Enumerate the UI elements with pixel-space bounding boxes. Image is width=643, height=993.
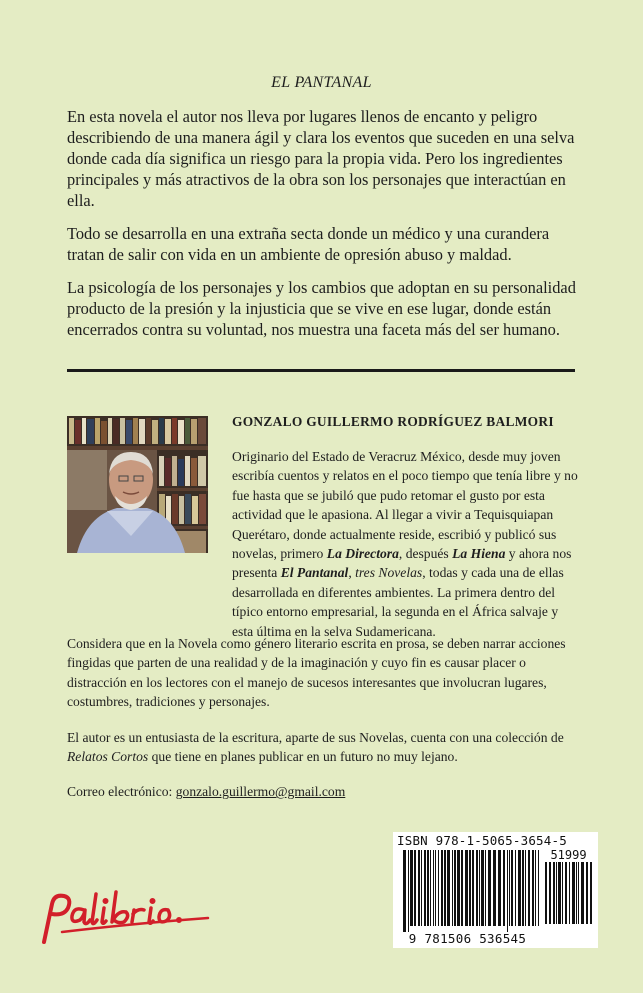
barcode-bar	[424, 850, 426, 926]
book-title-la-directora: La Directora	[326, 546, 399, 562]
author-bio-rest	[67, 634, 579, 818]
isbn-number: ISBN 978-1-5065-3654-5	[397, 833, 567, 848]
barcode-bar	[476, 850, 478, 926]
barcode-bar	[479, 850, 480, 926]
barcode-bar	[457, 850, 460, 926]
bio-text: ,	[348, 565, 356, 581]
barcode-bar	[452, 850, 453, 926]
author-name: GONZALO GUILLERMO RODRÍGUEZ BALMORI	[232, 414, 554, 429]
book-title: EL PANTANAL	[271, 74, 372, 91]
bio-text: El autor es un entusiasta de la escritura, aparte de sus Novelas, cuenta con una colección de	[67, 729, 564, 745]
publisher-logo	[38, 880, 218, 952]
synopsis-paragraph-1: En esta novela el autor nos lleva por lugares llenos de encanto y peligro describiendo de una manera ágil y clara los eventos que suceden en una selva donde cada día significa un riesgo para la propia vida. Pero los ingredientes principales y más atractivos de la obra son los personajes que interactúan en ella.	[67, 107, 575, 210]
barcode-bar	[590, 862, 592, 924]
barcode-bar	[488, 850, 491, 926]
author-bio-paragraph-3	[67, 728, 579, 767]
isbn-barcode	[393, 832, 598, 948]
book-title-la-hiena: La Hiena	[452, 546, 506, 562]
barcode-bar	[435, 850, 436, 926]
addon-barcode-bars	[545, 862, 593, 930]
barcode-bar	[525, 850, 526, 926]
barcode-bar	[414, 850, 416, 926]
author-bio-paragraph-1	[232, 447, 578, 641]
barcode-bar	[569, 862, 570, 924]
barcode-bar	[421, 850, 422, 926]
barcode-bar	[493, 850, 496, 926]
barcode-bar	[427, 850, 429, 926]
barcode-bar	[441, 850, 443, 926]
barcode-bar	[518, 850, 521, 926]
synopsis-paragraph-2: Todo se desarrolla en una extraña secta donde un médico y una curandera tratan de salir con vida en un ambiente de opresión abuso y maldad.	[67, 224, 550, 264]
author-photo	[67, 416, 208, 553]
bio-text: , después	[398, 546, 453, 562]
book-title-el-pantanal: El Pantanal	[280, 565, 349, 581]
barcode-bar	[447, 850, 450, 926]
barcode-bar	[444, 850, 446, 926]
synopsis-paragraph-3: La psicología de los personajes y los cambios que adoptan en su personalidad producto de la presión y la injusticia que se vive en ese lugar, donde están encerrados contra su voluntad, nos muestra una faceta más del ser humano.	[67, 278, 576, 339]
barcode-bar	[578, 862, 579, 924]
contact-line	[67, 782, 579, 801]
barcode-bar	[556, 862, 557, 924]
barcode-bar	[430, 850, 431, 926]
tres-novelas: tres Novelas	[355, 565, 423, 581]
barcode-bar	[454, 850, 456, 926]
barcode-bar	[481, 850, 484, 926]
barcode-bar	[562, 862, 563, 924]
barcode-bar	[532, 850, 534, 926]
ean-number: 9 781506 536545	[408, 931, 527, 946]
palibrio-logo-icon	[38, 880, 218, 952]
bio-text: Originario del Estado de Veracruz México, desde muy joven escribía cuentos y relatos en el poco tiempo que tenía libre y no fue hasta que se jubiló que pudo retomar el gusto por esta actividad que le apasiona. Al llegar a vivir a Tequisquiapan Querétaro, donde actualmente reside, escribió y publicó sus novelas, primero	[232, 449, 578, 562]
barcode-bar	[511, 850, 513, 926]
bio-text: , todas y cada una de ellas desarrollada en diferentes ambientes. La primera dentro del típico entorno empresarial, la segunda en el África salvaje y esta última en la selva Sudamericana.	[232, 565, 564, 639]
barcode-bar	[507, 850, 508, 932]
barcode-bar	[565, 862, 567, 924]
barcode-bar	[418, 850, 420, 926]
barcode-bar	[503, 850, 505, 926]
barcode-bar	[408, 850, 409, 932]
divider-rule	[67, 369, 575, 372]
author-bio-paragraph-2: Considera que en la Novela como género literario escrita en prosa, se deben narrar acciones fingidas que parten de una realidad y de la imaginación y cuyo fin es causar placer o distracción en los lectores con el manejo de sucesos interesantes que involucran lugares, costumbres, tradiciones y personajes.	[67, 636, 566, 710]
relatos-cortos: Relatos Cortos	[67, 749, 149, 765]
barcode-bar	[403, 850, 406, 932]
barcode-bar	[553, 862, 555, 924]
barcode-bar	[538, 850, 539, 926]
barcode-bar	[472, 850, 474, 926]
barcode-bar	[469, 850, 471, 926]
email-link[interactable]: gonzalo.guillermo@gmail.com	[175, 784, 346, 800]
barcode-bar	[509, 850, 510, 926]
barcode-bar	[485, 850, 486, 926]
ean-barcode-bars	[403, 850, 539, 932]
barcode-bar	[528, 850, 530, 926]
bio-text: que tiene en planes publicar en un futuro no muy lejano.	[148, 749, 458, 765]
synopsis	[67, 106, 581, 352]
barcode-bar	[572, 862, 575, 924]
barcode-bar	[498, 850, 501, 926]
barcode-bar	[549, 862, 551, 924]
barcode-bar	[522, 850, 524, 926]
barcode-bar	[410, 850, 413, 926]
barcode-bar	[581, 862, 584, 924]
email-label: Correo electrónico:	[67, 784, 176, 800]
barcode-bar	[438, 850, 439, 926]
barcode-addon-number: 51999	[550, 848, 587, 862]
barcode-bar	[586, 862, 588, 924]
barcode-bar	[558, 862, 561, 924]
bio-text: y ahora nos presenta	[232, 546, 572, 581]
barcode-bar	[465, 850, 468, 926]
barcode-bar	[515, 850, 516, 926]
barcode-bar	[535, 850, 536, 926]
barcode-bar	[545, 862, 547, 924]
barcode-bar	[576, 862, 577, 924]
barcode-bar	[433, 850, 434, 926]
barcode-bar	[461, 850, 463, 926]
